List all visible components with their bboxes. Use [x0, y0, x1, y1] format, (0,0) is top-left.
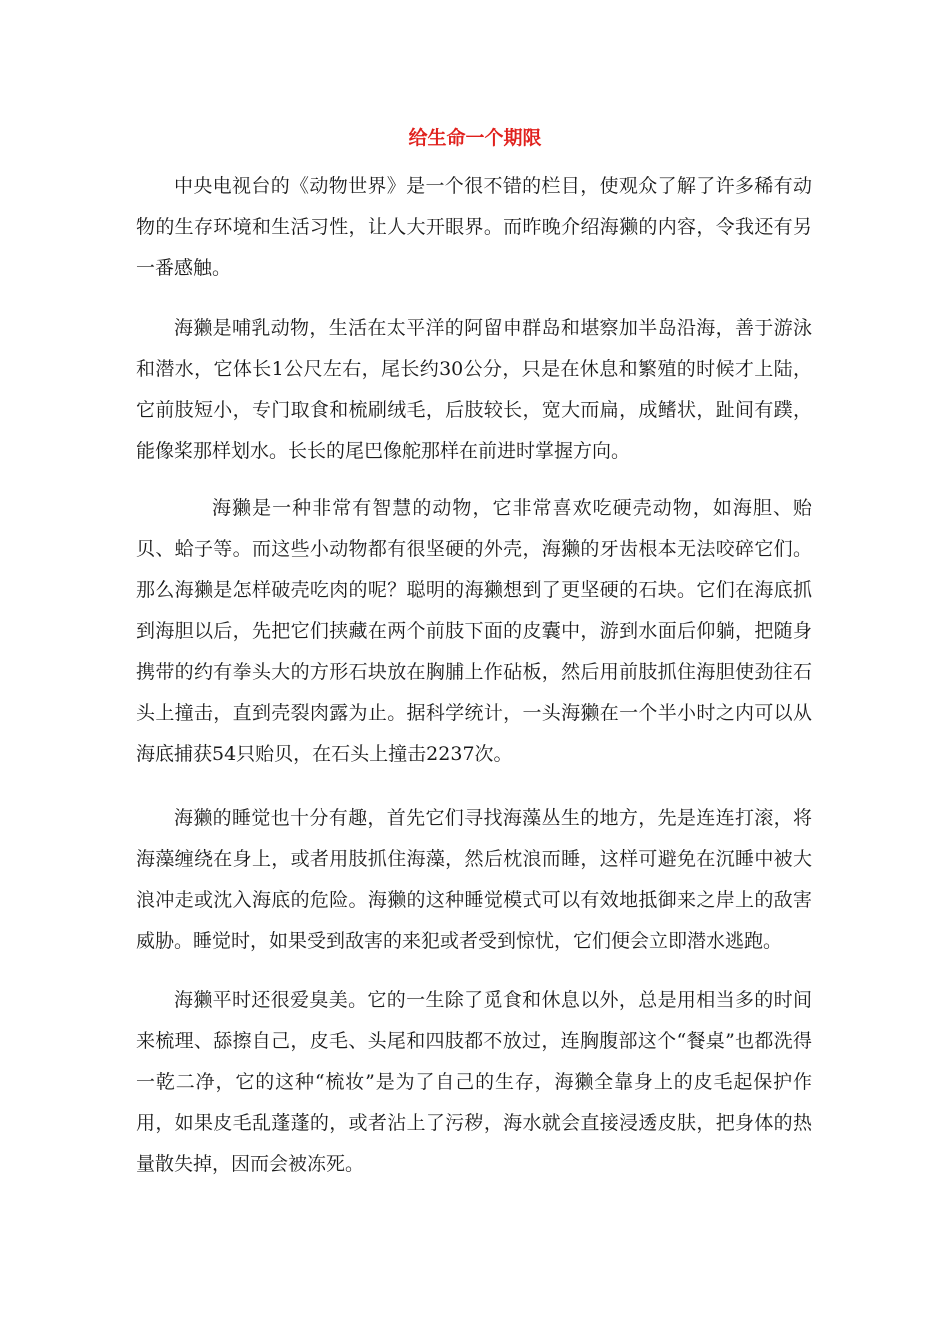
paragraph-description: 海獭是哺乳动物，生活在太平洋的阿留申群岛和堪察加半岛沿海，善于游泳和潜水，它体长1公尺左右，尾长约30公分，只是在休息和繁殖的时候才上陆，它前肢短小，专门取食和梳刷绒毛，后肢较长，宽大而扁，成鳍状，趾间有蹼，能像桨那样划水。长长的尾巴像舵那样在前进时掌握方向。 — [136, 317, 812, 462]
paragraph-sleep: 海獭的睡觉也十分有趣，首先它们寻找海藻丛生的地方，先是连连打滚，将海藻缠绕在身上，或者用肢抓住海藻，然后枕浪而睡，这样可避免在沉睡中被大浪冲走或沈入海底的危险。海獭的这种睡觉模式可以有效地抵御来之岸上的敌害威胁。睡觉时，如果受到敌害的来犯或者受到惊忧，它们便会立即潜水逃跑。 — [136, 807, 812, 952]
paragraph-intelligence: 海獭是一种非常有智慧的动物，它非常喜欢吃硬壳动物，如海胆、贻贝、蛤子等。而这些小动物都有很坚硬的外壳，海獭的牙齿根本无法咬碎它们。那么海獭是怎样破壳吃肉的呢？聪明的海獭想到了更坚硬的石块。它们在海底抓到海胆以后，先把它们挟藏在两个前肢下面的皮囊中，游到水面后仰躺，把随身携带的约有拳头大的方形石块放在胸脯上作砧板，然后用前肢抓住海胆使劲往石头上撞击，直到壳裂肉露为止。据科学统计，一头海獭在一个半小时之内可以从海底捕获54只贻贝，在石头上撞击2237次。 — [136, 497, 812, 765]
paragraph-grooming: 海獭平时还很爱臭美。它的一生除了觅食和休息以外，总是用相当多的时间来梳理、舔擦自己，皮毛、头尾和四肢都不放过，连胸腹部这个“餐桌”也都洗得一乾二净，它的这种“梳妆”是为了自己的生存，海獭全靠身上的皮毛起保护作用，如果皮毛乱蓬蓬的，或者沾上了污秽，海水就会直接浸透皮肤，把身体的热量散失掉，因而会被冻死。 — [136, 989, 812, 1175]
document-title: 给生命一个期限 — [408, 127, 542, 149]
paragraph-intro: 中央电视台的《动物世界》是一个很不错的栏目，使观众了解了许多稀有动物的生存环境和生活习性，让人大开眼界。而昨晚介绍海獭的内容，令我还有另一番感触。 — [136, 175, 812, 279]
